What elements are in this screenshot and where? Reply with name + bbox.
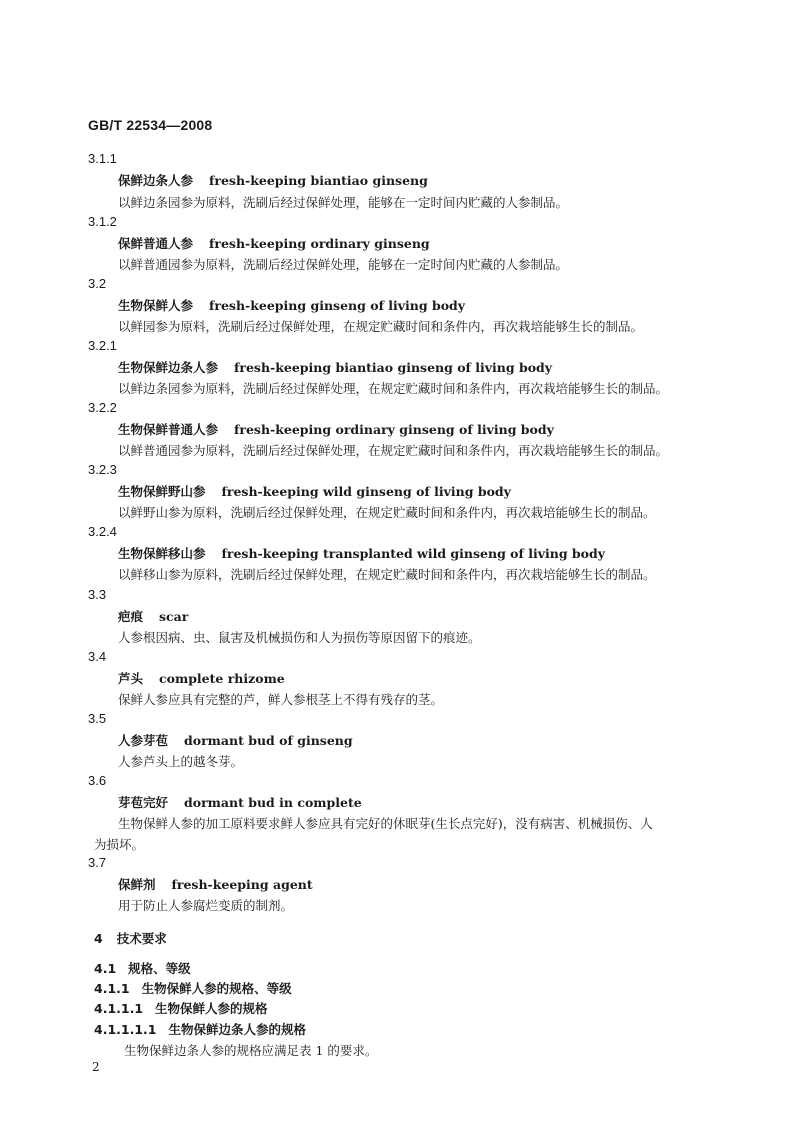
entry-number: 3.4	[88, 649, 107, 664]
section-heading	[94, 929, 167, 947]
term-english: fresh-keeping agent	[171, 877, 313, 892]
entry-term	[118, 234, 430, 252]
subsection-number: 4.1.1	[94, 981, 130, 996]
entry-definition: 以鲜移山参为原料，洗刷后经过保鲜处理，在规定贮藏时间和条件内，再次栽培能够生长的制品。	[118, 567, 656, 582]
entry-number: 3.1.2	[88, 214, 117, 229]
term-chinese: 保鲜普通人参	[118, 236, 194, 251]
page-number: 2	[92, 1060, 100, 1074]
entry-number: 3.2.2	[88, 400, 117, 415]
term-english: fresh-keeping transplanted wild ginseng of living body	[221, 546, 605, 561]
term-english: complete rhizome	[159, 671, 285, 686]
entry-term	[118, 793, 362, 811]
subsection-heading	[94, 999, 268, 1017]
standard-code-header: GB/T 22534—2008	[88, 117, 213, 133]
term-chinese: 疤痕	[118, 609, 144, 624]
entry-term	[118, 296, 465, 314]
term-english: fresh-keeping biantiao ginseng	[209, 173, 428, 188]
entry-definition: 以鲜边条园参为原料，洗刷后经过保鲜处理，在规定贮藏时间和条件内，再次栽培能够生长的制品。	[118, 381, 669, 396]
term-chinese: 人参芽苞	[118, 733, 169, 748]
entry-definition: 以鲜普通园参为原料，洗刷后经过保鲜处理，在规定贮藏时间和条件内，再次栽培能够生长的制品。	[118, 443, 669, 458]
subsection-title: 生物保鲜人参的规格	[155, 1001, 268, 1016]
entry-definition: 人参根因病、虫、鼠害及机械损伤和人为损伤等原因留下的痕迹。	[118, 630, 481, 645]
term-chinese: 生物保鲜移山参	[118, 546, 206, 561]
subsection-heading	[94, 979, 292, 997]
entry-number: 3.6	[88, 773, 107, 788]
subsection-number: 4.1.1.1.1	[94, 1022, 157, 1037]
entry-term	[118, 875, 313, 893]
entry-number: 3.1.1	[88, 151, 117, 166]
term-english: fresh-keeping wild ginseng of living body	[221, 484, 511, 499]
entry-definition: 以鲜园参为原料，洗刷后经过保鲜处理，在规定贮藏时间和条件内，再次栽培能够生长的制品。	[118, 319, 644, 334]
section-number: 4	[94, 931, 103, 946]
entry-term	[118, 544, 605, 562]
term-chinese: 保鲜剂	[118, 877, 156, 892]
term-chinese: 生物保鲜边条人参	[118, 360, 219, 375]
entry-definition-continuation: 为损坏。	[94, 837, 145, 852]
entry-number: 3.3	[88, 587, 107, 602]
paragraph: 生物保鲜边条人参的规格应满足表 1 的要求。	[124, 1043, 378, 1058]
entry-definition: 以鲜野山参为原料，洗刷后经过保鲜处理，在规定贮藏时间和条件内，再次栽培能够生长的制品。	[118, 505, 656, 520]
subsection-title: 生物保鲜边条人参的规格	[168, 1022, 306, 1037]
term-english: scar	[159, 609, 189, 624]
term-english: dormant bud of ginseng	[184, 733, 353, 748]
term-english: fresh-keeping ordinary ginseng of living body	[234, 422, 554, 437]
term-english: dormant bud in complete	[184, 795, 362, 810]
subsection-heading	[94, 1020, 306, 1038]
term-english: fresh-keeping ordinary ginseng	[209, 236, 430, 251]
entry-number: 3.7	[88, 855, 107, 870]
entry-term	[118, 482, 511, 500]
term-chinese: 生物保鲜人参	[118, 298, 194, 313]
entry-number: 3.5	[88, 711, 107, 726]
entry-term	[118, 731, 353, 749]
term-chinese: 芽苞完好	[118, 795, 169, 810]
term-english: fresh-keeping ginseng of living body	[209, 298, 466, 313]
entry-number: 3.2.4	[88, 524, 117, 539]
entry-number: 3.2.3	[88, 462, 117, 477]
term-chinese: 芦头	[118, 671, 144, 686]
entry-definition: 人参芦头上的越冬芽。	[118, 754, 244, 769]
term-english: fresh-keeping biantiao ginseng of living body	[234, 360, 553, 375]
entry-definition: 生物保鲜人参的加工原料要求鲜人参应具有完好的休眠芽(生长点完好)，没有病害、机械损伤、人	[118, 816, 653, 831]
entry-definition: 用于防止人参腐烂变质的制剂。	[118, 898, 294, 913]
entry-definition: 以鲜普通园参为原料，洗刷后经过保鲜处理，能够在一定时间内贮藏的人参制品。	[118, 257, 569, 272]
entry-definition: 以鲜边条园参为原料，洗刷后经过保鲜处理，能够在一定时间内贮藏的人参制品。	[118, 195, 569, 210]
entry-number: 3.2.1	[88, 338, 117, 353]
entry-definition: 保鲜人参应具有完整的芦，鲜人参根茎上不得有残存的茎。	[118, 692, 444, 707]
term-chinese: 生物保鲜野山参	[118, 484, 206, 499]
term-chinese: 生物保鲜普通人参	[118, 422, 219, 437]
section-title: 技术要求	[116, 931, 167, 946]
subsection-title: 规格、等级	[128, 961, 191, 976]
subsection-number: 4.1	[94, 961, 117, 976]
entry-term	[118, 607, 188, 625]
term-chinese: 保鲜边条人参	[118, 173, 194, 188]
entry-term	[118, 358, 552, 376]
entry-term	[118, 420, 554, 438]
subsection-title: 生物保鲜人参的规格、等级	[141, 981, 292, 996]
entry-term	[118, 171, 428, 189]
entry-number: 3.2	[88, 276, 107, 291]
entry-term	[118, 669, 285, 687]
subsection-number: 4.1.1.1	[94, 1001, 144, 1016]
subsection-heading	[94, 959, 191, 977]
